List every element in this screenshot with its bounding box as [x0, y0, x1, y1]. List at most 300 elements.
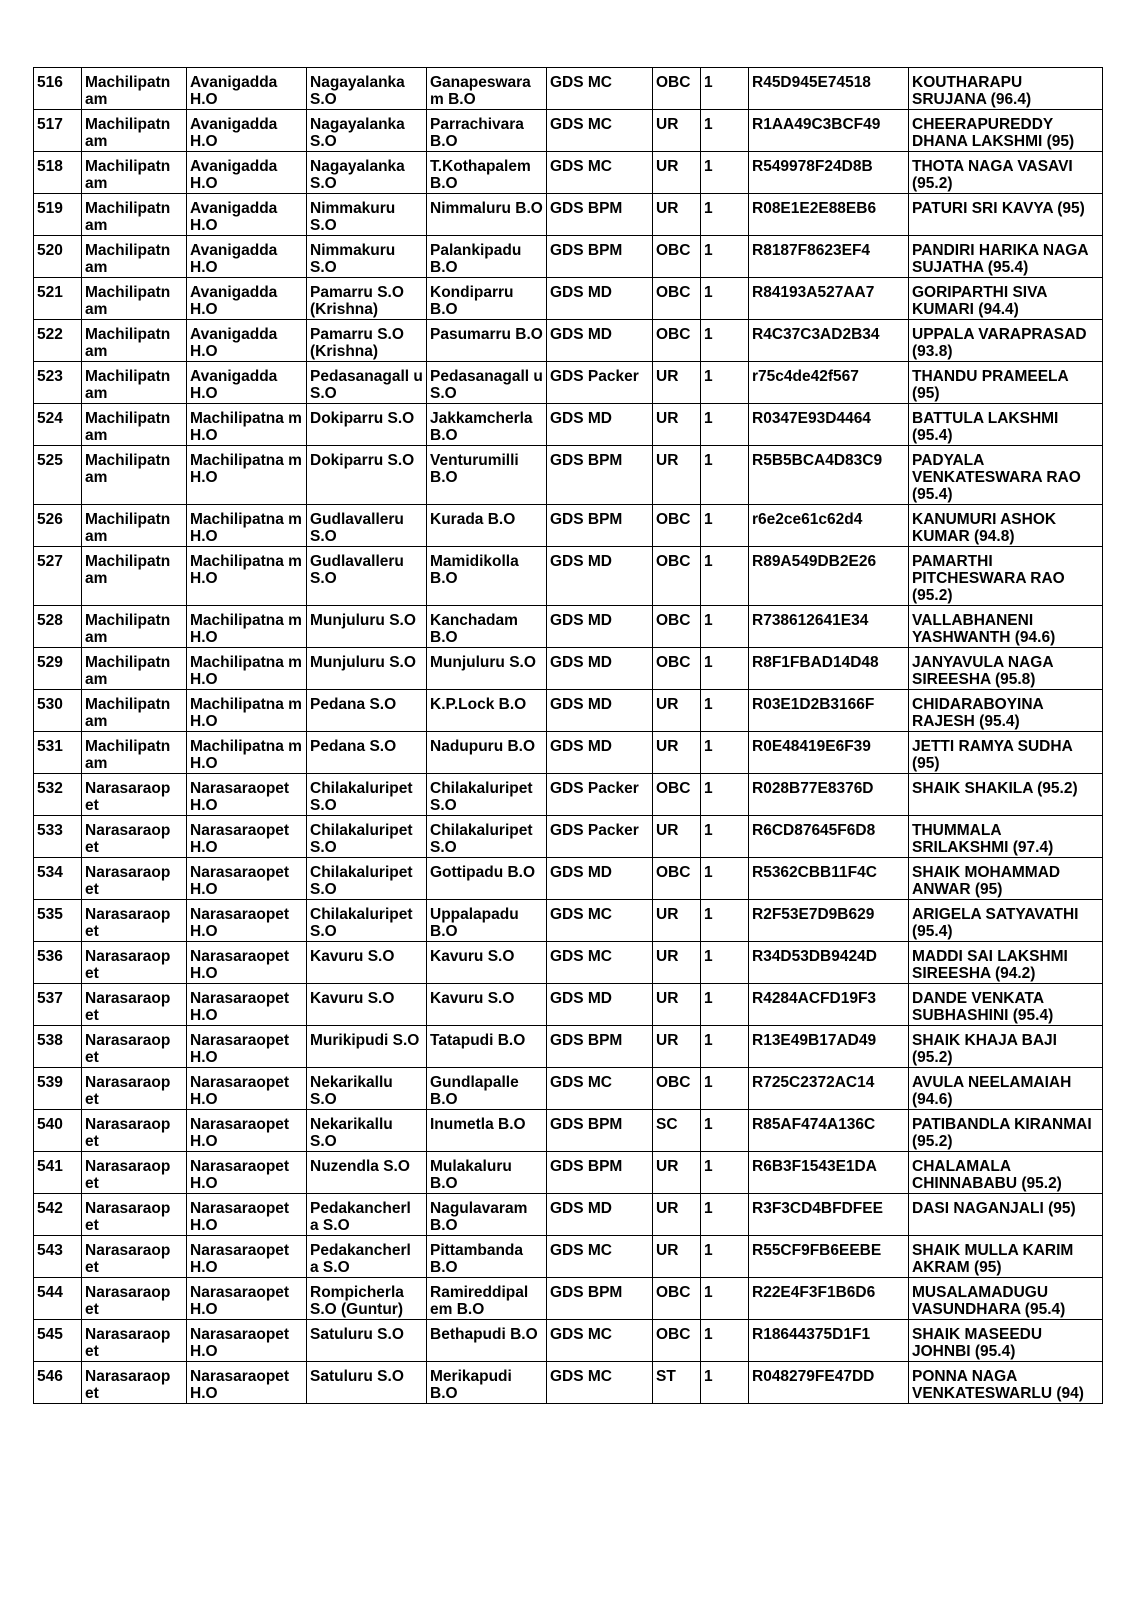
branch-office-cell: Pasumarru B.O [427, 320, 547, 362]
serial-number-cell: 540 [34, 1110, 82, 1152]
sub-office-cell: Munjuluru S.O [307, 648, 427, 690]
branch-office-cell: Palankipadu B.O [427, 236, 547, 278]
head-office-cell: Narasaraopet H.O [187, 1026, 307, 1068]
candidate-name-cell: PANDIRI HARIKA NAGA SUJATHA (95.4) [909, 236, 1103, 278]
division-cell: Machilipatn am [82, 110, 187, 152]
head-office-cell: Avanigadda H.O [187, 278, 307, 320]
division-cell: Narasaraop et [82, 1362, 187, 1404]
table-row [34, 732, 1103, 774]
post-cell: GDS MD [547, 404, 653, 446]
head-office-cell: Avanigadda H.O [187, 236, 307, 278]
head-office-cell: Machilipatna m H.O [187, 690, 307, 732]
head-office-cell: Machilipatna m H.O [187, 606, 307, 648]
table-body [34, 68, 1103, 1404]
registration-number-cell: r75c4de42f567 [749, 362, 909, 404]
sub-office-cell: Dokiparru S.O [307, 404, 427, 446]
post-cell: GDS BPM [547, 1278, 653, 1320]
vacancy-cell: 1 [701, 236, 749, 278]
serial-number-cell: 519 [34, 194, 82, 236]
branch-office-cell: Ramireddipal em B.O [427, 1278, 547, 1320]
division-cell: Machilipatn am [82, 68, 187, 110]
post-cell: GDS BPM [547, 1110, 653, 1152]
serial-number-cell: 532 [34, 774, 82, 816]
table-row [34, 984, 1103, 1026]
division-cell: Narasaraop et [82, 1278, 187, 1320]
registration-number-cell: R6CD87645F6D8 [749, 816, 909, 858]
registration-number-cell: R18644375D1F1 [749, 1320, 909, 1362]
candidate-name-cell: THUMMALA SRILAKSHMI (97.4) [909, 816, 1103, 858]
registration-number-cell: R5B5BCA4D83C9 [749, 446, 909, 505]
registration-number-cell: R1AA49C3BCF49 [749, 110, 909, 152]
head-office-cell: Narasaraopet H.O [187, 1278, 307, 1320]
head-office-cell: Narasaraopet H.O [187, 1068, 307, 1110]
vacancy-cell: 1 [701, 1362, 749, 1404]
division-cell: Narasaraop et [82, 1320, 187, 1362]
serial-number-cell: 539 [34, 1068, 82, 1110]
branch-office-cell: Chilakaluripet S.O [427, 774, 547, 816]
registration-number-cell: R4C37C3AD2B34 [749, 320, 909, 362]
serial-number-cell: 526 [34, 505, 82, 547]
branch-office-cell: Inumetla B.O [427, 1110, 547, 1152]
vacancy-cell: 1 [701, 362, 749, 404]
head-office-cell: Narasaraopet H.O [187, 942, 307, 984]
vacancy-cell: 1 [701, 648, 749, 690]
vacancy-cell: 1 [701, 774, 749, 816]
sub-office-cell: Pedakancherl a S.O [307, 1236, 427, 1278]
division-cell: Machilipatn am [82, 278, 187, 320]
branch-office-cell: Munjuluru S.O [427, 648, 547, 690]
registration-number-cell: R738612641E34 [749, 606, 909, 648]
sub-office-cell: Chilakaluripet S.O [307, 858, 427, 900]
branch-office-cell: Tatapudi B.O [427, 1026, 547, 1068]
post-cell: GDS MC [547, 110, 653, 152]
registration-number-cell: R2F53E7D9B629 [749, 900, 909, 942]
post-cell: GDS MD [547, 606, 653, 648]
registration-number-cell: R85AF474A136C [749, 1110, 909, 1152]
category-cell: UR [653, 1026, 701, 1068]
candidate-name-cell: PATIBANDLA KIRANMAI (95.2) [909, 1110, 1103, 1152]
post-cell: GDS MD [547, 858, 653, 900]
branch-office-cell: Parrachivara B.O [427, 110, 547, 152]
division-cell: Narasaraop et [82, 1236, 187, 1278]
post-cell: GDS MC [547, 1236, 653, 1278]
category-cell: UR [653, 1236, 701, 1278]
serial-number-cell: 524 [34, 404, 82, 446]
table-row [34, 152, 1103, 194]
division-cell: Machilipatn am [82, 547, 187, 606]
candidate-name-cell: JETTI RAMYA SUDHA (95) [909, 732, 1103, 774]
division-cell: Narasaraop et [82, 1068, 187, 1110]
division-cell: Narasaraop et [82, 1110, 187, 1152]
vacancy-cell: 1 [701, 68, 749, 110]
post-cell: GDS BPM [547, 446, 653, 505]
candidate-name-cell: PADYALA VENKATESWARA RAO (95.4) [909, 446, 1103, 505]
head-office-cell: Narasaraopet H.O [187, 1236, 307, 1278]
post-cell: GDS MC [547, 900, 653, 942]
head-office-cell: Narasaraopet H.O [187, 774, 307, 816]
candidate-name-cell: SHAIK KHAJA BAJI (95.2) [909, 1026, 1103, 1068]
post-cell: GDS MC [547, 1362, 653, 1404]
candidate-name-cell: DANDE VENKATA SUBHASHINI (95.4) [909, 984, 1103, 1026]
vacancy-cell: 1 [701, 816, 749, 858]
sub-office-cell: Nimmakuru S.O [307, 236, 427, 278]
vacancy-cell: 1 [701, 690, 749, 732]
table-row [34, 816, 1103, 858]
branch-office-cell: Gundlapalle B.O [427, 1068, 547, 1110]
division-cell: Machilipatn am [82, 732, 187, 774]
candidate-name-cell: PONNA NAGA VENKATESWARLU (94) [909, 1362, 1103, 1404]
table-row [34, 547, 1103, 606]
division-cell: Machilipatn am [82, 446, 187, 505]
serial-number-cell: 530 [34, 690, 82, 732]
registration-number-cell: R0347E93D4464 [749, 404, 909, 446]
category-cell: UR [653, 362, 701, 404]
serial-number-cell: 520 [34, 236, 82, 278]
candidate-name-cell: CHEERAPUREDDY DHANA LAKSHMI (95) [909, 110, 1103, 152]
sub-office-cell: Pedana S.O [307, 690, 427, 732]
registration-number-cell: R5362CBB11F4C [749, 858, 909, 900]
division-cell: Machilipatn am [82, 362, 187, 404]
table-row [34, 236, 1103, 278]
category-cell: OBC [653, 505, 701, 547]
branch-office-cell: T.Kothapalem B.O [427, 152, 547, 194]
head-office-cell: Machilipatna m H.O [187, 446, 307, 505]
post-cell: GDS MC [547, 1320, 653, 1362]
serial-number-cell: 528 [34, 606, 82, 648]
post-cell: GDS BPM [547, 194, 653, 236]
registration-number-cell: R22E4F3F1B6D6 [749, 1278, 909, 1320]
category-cell: UR [653, 1194, 701, 1236]
candidate-name-cell: DASI NAGANJALI (95) [909, 1194, 1103, 1236]
division-cell: Narasaraop et [82, 1026, 187, 1068]
post-cell: GDS BPM [547, 236, 653, 278]
sub-office-cell: Nekarikallu S.O [307, 1110, 427, 1152]
head-office-cell: Narasaraopet H.O [187, 1362, 307, 1404]
category-cell: UR [653, 446, 701, 505]
head-office-cell: Avanigadda H.O [187, 320, 307, 362]
branch-office-cell: Pedasanagall u S.O [427, 362, 547, 404]
sub-office-cell: Munjuluru S.O [307, 606, 427, 648]
vacancy-cell: 1 [701, 278, 749, 320]
post-cell: GDS MC [547, 152, 653, 194]
serial-number-cell: 525 [34, 446, 82, 505]
division-cell: Narasaraop et [82, 858, 187, 900]
serial-number-cell: 536 [34, 942, 82, 984]
serial-number-cell: 516 [34, 68, 82, 110]
sub-office-cell: Nuzendla S.O [307, 1152, 427, 1194]
head-office-cell: Machilipatna m H.O [187, 648, 307, 690]
table-row [34, 505, 1103, 547]
sub-office-cell: Murikipudi S.O [307, 1026, 427, 1068]
sub-office-cell: Nagayalanka S.O [307, 110, 427, 152]
head-office-cell: Machilipatna m H.O [187, 732, 307, 774]
vacancy-cell: 1 [701, 858, 749, 900]
sub-office-cell: Gudlavalleru S.O [307, 547, 427, 606]
candidate-name-cell: SHAIK SHAKILA (95.2) [909, 774, 1103, 816]
candidate-name-cell: KANUMURI ASHOK KUMAR (94.8) [909, 505, 1103, 547]
category-cell: UR [653, 732, 701, 774]
table-row [34, 1362, 1103, 1404]
serial-number-cell: 518 [34, 152, 82, 194]
category-cell: UR [653, 110, 701, 152]
table-row [34, 1194, 1103, 1236]
vacancy-cell: 1 [701, 320, 749, 362]
serial-number-cell: 533 [34, 816, 82, 858]
candidate-name-cell: PAMARTHI PITCHESWARA RAO (95.2) [909, 547, 1103, 606]
serial-number-cell: 523 [34, 362, 82, 404]
candidate-name-cell: BATTULA LAKSHMI (95.4) [909, 404, 1103, 446]
head-office-cell: Narasaraopet H.O [187, 1320, 307, 1362]
table-row [34, 900, 1103, 942]
serial-number-cell: 529 [34, 648, 82, 690]
registration-number-cell: R45D945E74518 [749, 68, 909, 110]
post-cell: GDS BPM [547, 1026, 653, 1068]
sub-office-cell: Pamarru S.O (Krishna) [307, 320, 427, 362]
candidate-name-cell: KOUTHARAPU SRUJANA (96.4) [909, 68, 1103, 110]
category-cell: OBC [653, 858, 701, 900]
branch-office-cell: Nagulavaram B.O [427, 1194, 547, 1236]
table-row [34, 404, 1103, 446]
vacancy-cell: 1 [701, 547, 749, 606]
candidate-name-cell: PATURI SRI KAVYA (95) [909, 194, 1103, 236]
serial-number-cell: 522 [34, 320, 82, 362]
candidate-name-cell: MADDI SAI LAKSHMI SIREESHA (94.2) [909, 942, 1103, 984]
branch-office-cell: Merikapudi B.O [427, 1362, 547, 1404]
table-row [34, 690, 1103, 732]
branch-office-cell: Jakkamcherla B.O [427, 404, 547, 446]
table-row [34, 1236, 1103, 1278]
post-cell: GDS MD [547, 648, 653, 690]
category-cell: OBC [653, 1278, 701, 1320]
division-cell: Machilipatn am [82, 236, 187, 278]
branch-office-cell: Pittambanda B.O [427, 1236, 547, 1278]
table-row [34, 320, 1103, 362]
sub-office-cell: Dokiparru S.O [307, 446, 427, 505]
division-cell: Machilipatn am [82, 320, 187, 362]
table-row [34, 774, 1103, 816]
serial-number-cell: 534 [34, 858, 82, 900]
branch-office-cell: Kavuru S.O [427, 984, 547, 1026]
head-office-cell: Narasaraopet H.O [187, 1194, 307, 1236]
division-cell: Narasaraop et [82, 774, 187, 816]
head-office-cell: Machilipatna m H.O [187, 505, 307, 547]
registration-number-cell: R3F3CD4BFDFEE [749, 1194, 909, 1236]
candidate-name-cell: SHAIK MOHAMMAD ANWAR (95) [909, 858, 1103, 900]
category-cell: OBC [653, 1320, 701, 1362]
candidate-name-cell: SHAIK MULLA KARIM AKRAM (95) [909, 1236, 1103, 1278]
serial-number-cell: 531 [34, 732, 82, 774]
table-row [34, 446, 1103, 505]
registration-number-cell: R028B77E8376D [749, 774, 909, 816]
registration-number-cell: R55CF9FB6EEBE [749, 1236, 909, 1278]
division-cell: Machilipatn am [82, 648, 187, 690]
candidate-name-cell: SHAIK MASEEDU JOHNBI (95.4) [909, 1320, 1103, 1362]
head-office-cell: Narasaraopet H.O [187, 1110, 307, 1152]
post-cell: GDS Packer [547, 816, 653, 858]
sub-office-cell: Gudlavalleru S.O [307, 505, 427, 547]
registration-number-cell: R08E1E2E88EB6 [749, 194, 909, 236]
registration-number-cell: R8F1FBAD14D48 [749, 648, 909, 690]
post-cell: GDS MD [547, 278, 653, 320]
serial-number-cell: 535 [34, 900, 82, 942]
vacancy-cell: 1 [701, 942, 749, 984]
head-office-cell: Avanigadda H.O [187, 68, 307, 110]
table-row [34, 362, 1103, 404]
division-cell: Machilipatn am [82, 194, 187, 236]
head-office-cell: Narasaraopet H.O [187, 816, 307, 858]
sub-office-cell: Pedakancherl a S.O [307, 1194, 427, 1236]
post-cell: GDS MD [547, 320, 653, 362]
vacancy-cell: 1 [701, 446, 749, 505]
serial-number-cell: 521 [34, 278, 82, 320]
table-row [34, 606, 1103, 648]
post-cell: GDS Packer [547, 362, 653, 404]
category-cell: OBC [653, 648, 701, 690]
post-cell: GDS MD [547, 690, 653, 732]
registration-number-cell: R89A549DB2E26 [749, 547, 909, 606]
sub-office-cell: Kavuru S.O [307, 984, 427, 1026]
category-cell: SC [653, 1110, 701, 1152]
branch-office-cell: Gottipadu B.O [427, 858, 547, 900]
head-office-cell: Avanigadda H.O [187, 194, 307, 236]
vacancy-cell: 1 [701, 194, 749, 236]
registration-number-cell: R03E1D2B3166F [749, 690, 909, 732]
table-row [34, 1278, 1103, 1320]
table-row [34, 1068, 1103, 1110]
branch-office-cell: Ganapeswara m B.O [427, 68, 547, 110]
registration-number-cell: R13E49B17AD49 [749, 1026, 909, 1068]
branch-office-cell: Kanchadam B.O [427, 606, 547, 648]
category-cell: OBC [653, 68, 701, 110]
sub-office-cell: Chilakaluripet S.O [307, 774, 427, 816]
results-table [33, 67, 1103, 1404]
vacancy-cell: 1 [701, 1320, 749, 1362]
post-cell: GDS MC [547, 942, 653, 984]
head-office-cell: Narasaraopet H.O [187, 1152, 307, 1194]
category-cell: UR [653, 1152, 701, 1194]
candidate-name-cell: GORIPARTHI SIVA KUMARI (94.4) [909, 278, 1103, 320]
vacancy-cell: 1 [701, 732, 749, 774]
category-cell: UR [653, 942, 701, 984]
vacancy-cell: 1 [701, 152, 749, 194]
candidate-name-cell: THOTA NAGA VASAVI (95.2) [909, 152, 1103, 194]
table-row [34, 1320, 1103, 1362]
sub-office-cell: Nekarikallu S.O [307, 1068, 427, 1110]
registration-number-cell: R549978F24D8B [749, 152, 909, 194]
vacancy-cell: 1 [701, 505, 749, 547]
branch-office-cell: Kavuru S.O [427, 942, 547, 984]
category-cell: UR [653, 404, 701, 446]
candidate-name-cell: UPPALA VARAPRASAD (93.8) [909, 320, 1103, 362]
vacancy-cell: 1 [701, 1152, 749, 1194]
registration-number-cell: R048279FE47DD [749, 1362, 909, 1404]
category-cell: UR [653, 194, 701, 236]
serial-number-cell: 544 [34, 1278, 82, 1320]
category-cell: UR [653, 816, 701, 858]
sub-office-cell: Rompicherla S.O (Guntur) [307, 1278, 427, 1320]
registration-number-cell: R84193A527AA7 [749, 278, 909, 320]
category-cell: OBC [653, 606, 701, 648]
category-cell: OBC [653, 774, 701, 816]
sub-office-cell: Kavuru S.O [307, 942, 427, 984]
branch-office-cell: Nimmaluru B.O [427, 194, 547, 236]
vacancy-cell: 1 [701, 1236, 749, 1278]
table-row [34, 648, 1103, 690]
table-row [34, 194, 1103, 236]
post-cell: GDS MC [547, 1068, 653, 1110]
category-cell: UR [653, 900, 701, 942]
branch-office-cell: Kurada B.O [427, 505, 547, 547]
candidate-name-cell: THANDU PRAMEELA (95) [909, 362, 1103, 404]
category-cell: ST [653, 1362, 701, 1404]
head-office-cell: Avanigadda H.O [187, 152, 307, 194]
post-cell: GDS MC [547, 68, 653, 110]
registration-number-cell: R0E48419E6F39 [749, 732, 909, 774]
vacancy-cell: 1 [701, 1278, 749, 1320]
serial-number-cell: 546 [34, 1362, 82, 1404]
division-cell: Narasaraop et [82, 1194, 187, 1236]
head-office-cell: Machilipatna m H.O [187, 404, 307, 446]
serial-number-cell: 541 [34, 1152, 82, 1194]
post-cell: GDS MD [547, 732, 653, 774]
candidate-name-cell: VALLABHANENI YASHWANTH (94.6) [909, 606, 1103, 648]
table-row [34, 1152, 1103, 1194]
category-cell: UR [653, 690, 701, 732]
registration-number-cell: R8187F8623EF4 [749, 236, 909, 278]
head-office-cell: Narasaraopet H.O [187, 984, 307, 1026]
sub-office-cell: Chilakaluripet S.O [307, 900, 427, 942]
candidate-name-cell: MUSALAMADUGU VASUNDHARA (95.4) [909, 1278, 1103, 1320]
branch-office-cell: Uppalapadu B.O [427, 900, 547, 942]
division-cell: Machilipatn am [82, 505, 187, 547]
vacancy-cell: 1 [701, 1110, 749, 1152]
category-cell: UR [653, 984, 701, 1026]
serial-number-cell: 542 [34, 1194, 82, 1236]
sub-office-cell: Pamarru S.O (Krishna) [307, 278, 427, 320]
sub-office-cell: Satuluru S.O [307, 1362, 427, 1404]
category-cell: OBC [653, 1068, 701, 1110]
registration-number-cell: r6e2ce61c62d4 [749, 505, 909, 547]
head-office-cell: Avanigadda H.O [187, 110, 307, 152]
branch-office-cell: Mulakaluru B.O [427, 1152, 547, 1194]
division-cell: Machilipatn am [82, 606, 187, 648]
vacancy-cell: 1 [701, 1068, 749, 1110]
registration-number-cell: R725C2372AC14 [749, 1068, 909, 1110]
vacancy-cell: 1 [701, 1026, 749, 1068]
serial-number-cell: 517 [34, 110, 82, 152]
category-cell: OBC [653, 320, 701, 362]
branch-office-cell: Kondiparru B.O [427, 278, 547, 320]
division-cell: Machilipatn am [82, 404, 187, 446]
table-row [34, 858, 1103, 900]
sub-office-cell: Nagayalanka S.O [307, 152, 427, 194]
candidate-name-cell: ARIGELA SATYAVATHI (95.4) [909, 900, 1103, 942]
post-cell: GDS MD [547, 1194, 653, 1236]
post-cell: GDS MD [547, 984, 653, 1026]
table-row [34, 110, 1103, 152]
vacancy-cell: 1 [701, 900, 749, 942]
table-row [34, 1110, 1103, 1152]
division-cell: Narasaraop et [82, 816, 187, 858]
candidate-name-cell: CHALAMALA CHINNABABU (95.2) [909, 1152, 1103, 1194]
serial-number-cell: 545 [34, 1320, 82, 1362]
branch-office-cell: Bethapudi B.O [427, 1320, 547, 1362]
branch-office-cell: Nadupuru B.O [427, 732, 547, 774]
post-cell: GDS BPM [547, 1152, 653, 1194]
registration-number-cell: R34D53DB9424D [749, 942, 909, 984]
branch-office-cell: Venturumilli B.O [427, 446, 547, 505]
sub-office-cell: Pedasanagall u S.O [307, 362, 427, 404]
